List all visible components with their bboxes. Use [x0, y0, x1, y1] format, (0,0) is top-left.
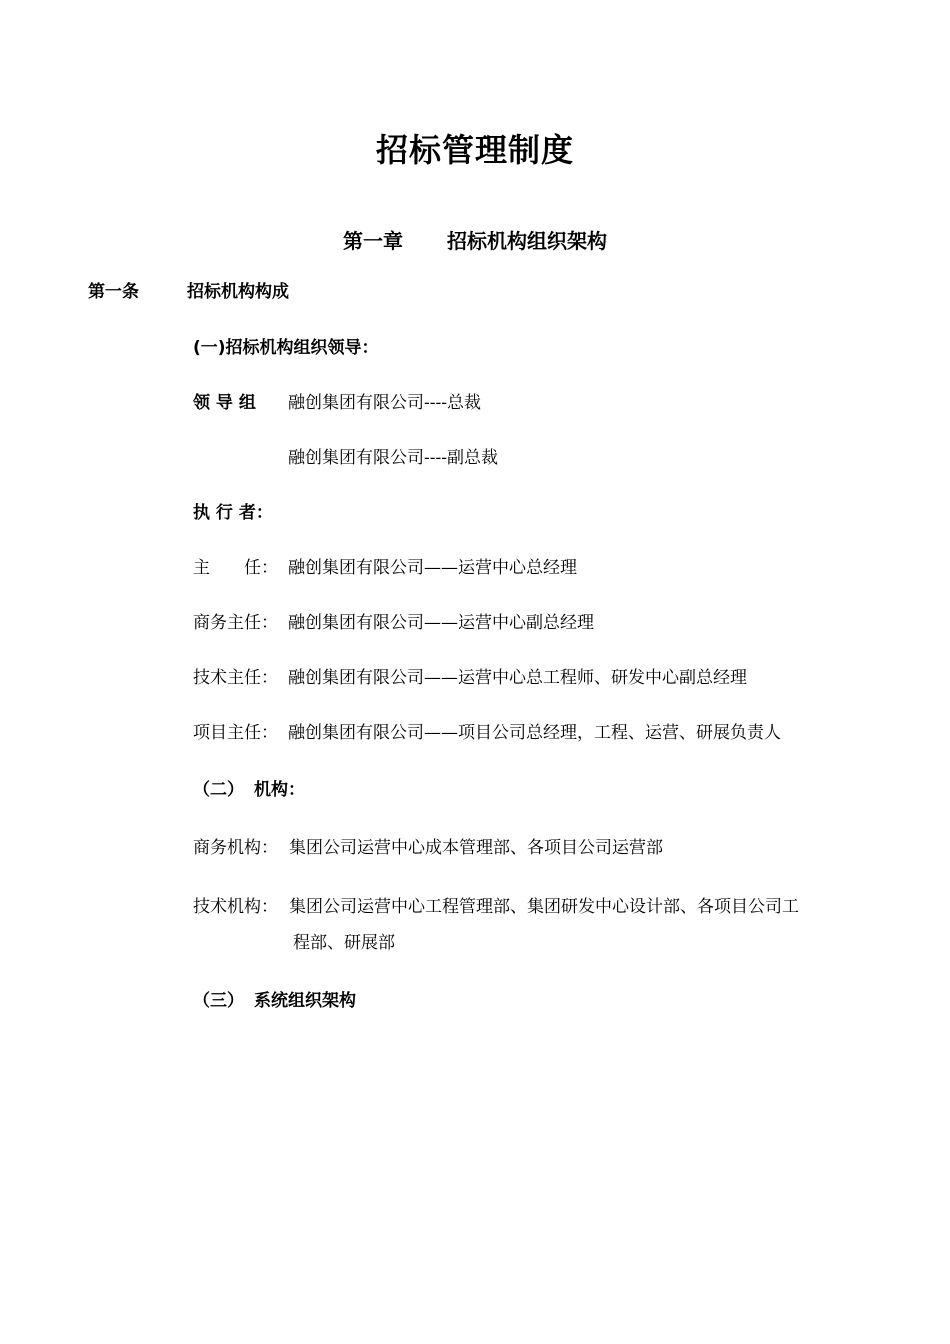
director-value: 融创集团有限公司——运营中心总经理 [288, 558, 577, 578]
tech-director-label: 技术主任： [193, 668, 278, 688]
chapter-name: 招标机构组织架构 [447, 229, 607, 253]
tech-director-value: 融创集团有限公司——运营中心总工程师、研发中心副总经理 [288, 668, 747, 688]
tech-org-label: 技术机构： [193, 897, 278, 917]
document-title: 招标管理制度 [375, 131, 574, 169]
executor-label: 执 行 者： [193, 503, 273, 523]
project-director-label: 项目主任： [193, 723, 278, 743]
section3-heading-number: （三） [193, 991, 244, 1011]
business-director-value: 融创集团有限公司——运营中心副总经理 [288, 613, 594, 633]
section3-heading-text: 系统组织架构 [254, 991, 356, 1011]
leader-line-1: 融创集团有限公司----总裁 [288, 393, 481, 413]
article-name: 招标机构构成 [187, 282, 289, 302]
chapter-heading [0, 231, 950, 251]
project-director-value: 融创集团有限公司——项目公司总经理，工程、运营、研展负责人 [288, 723, 781, 743]
section2-heading-number: （二） [193, 780, 244, 800]
business-org-value: 集团公司运营中心成本管理部、各项目公司运营部 [289, 838, 663, 858]
tech-org-value-line-1: 集团公司运营中心工程管理部、集团研发中心设计部、各项目公司工 [289, 897, 799, 917]
leader-label: 领 导 组 [193, 393, 256, 413]
tech-org-value-line-2: 程部、研展部 [293, 933, 395, 953]
business-director-label: 商务主任： [193, 613, 278, 633]
section1-heading: (一)招标机构组织领导： [193, 338, 379, 358]
business-org-label: 商务机构： [193, 838, 278, 858]
chapter-number: 第一章 [343, 229, 403, 253]
leader-line-2: 融创集团有限公司----副总裁 [288, 448, 498, 468]
section2-heading-text: 机构： [254, 780, 305, 800]
article-number: 第一条 [88, 282, 139, 302]
director-label: 主 任： [193, 558, 278, 578]
